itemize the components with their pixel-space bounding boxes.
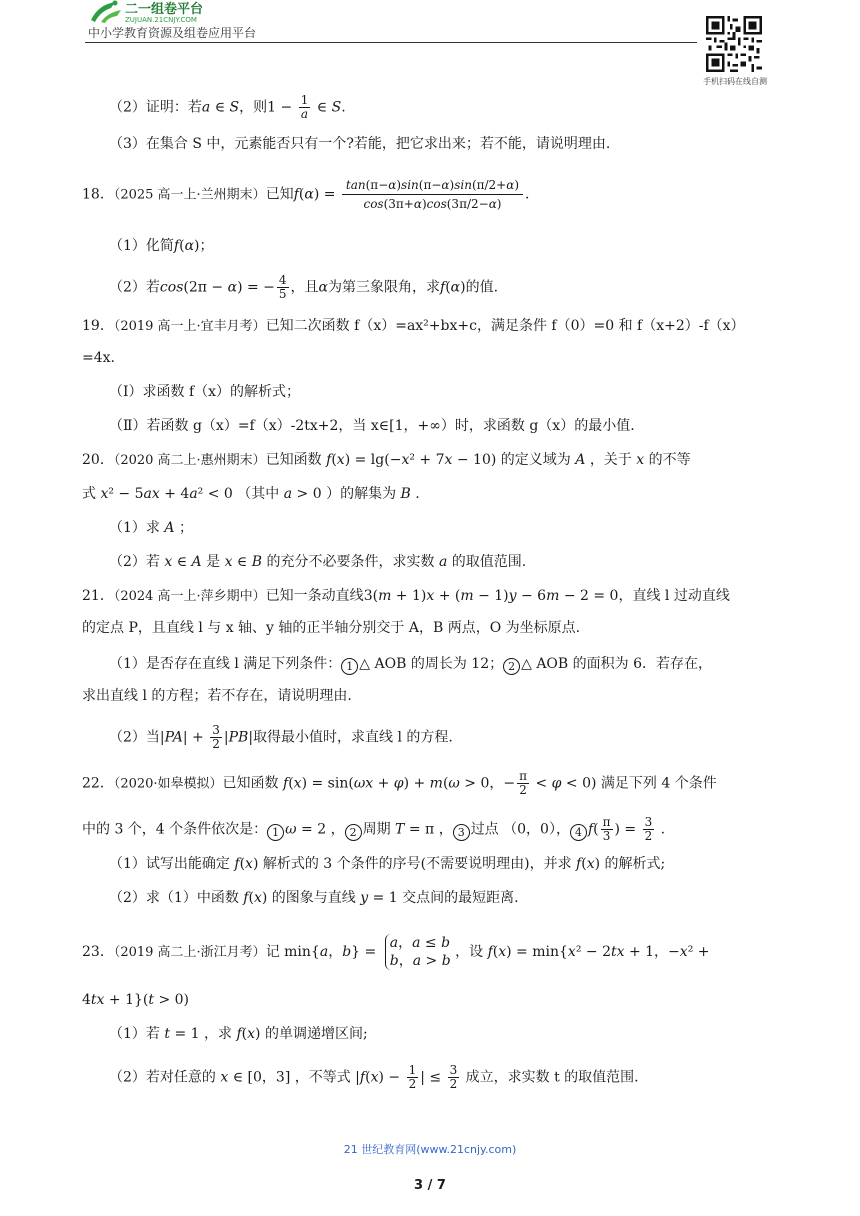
- header-divider: [85, 42, 697, 43]
- q23-part1: （1）若 t = 1 ，求 f(x) 的单调递增区间;: [109, 1026, 368, 1042]
- q22-stem-cont: 中的 3 个，4 个条件依次是： 1 ω = 2 ， 2 周期 T = π ， 3 过点 （0，0）， 4 f( $\frac{\pi}{3}$ ) = $\frac{3}{2}$ .: [82, 815, 666, 843]
- q22-stem: 22．（2020·如皋模拟）已知函数 f(x) = sin(ωx + φ) + m(ω > 0，− $\frac{\pi}{2}$ < φ < 0) 满足下列 4 个条件: [82, 769, 717, 797]
- q18-stem: 18．（2025 高一上·兰州期末）已知f(α) = $\frac{\tan(\pi-\alpha)\sin(\pi-\alpha)\sin(\pi/2+\alpha)}{\cos(3\pi+\alpha)\cos(3\pi/2-\alpha)}$ .: [82, 178, 530, 211]
- qr-caption: 手机扫码在线自测: [703, 77, 767, 86]
- page-number: 3 / 7: [414, 1178, 446, 1193]
- q22-part1: （1）试写出能确定 f(x) 解析式的 3 个条件的序号(不需要说明理由)，并求 f(x) 的解析式;: [109, 856, 666, 872]
- qr-code-icon[interactable]: [706, 16, 762, 72]
- q20-part1: （1）求 A ；: [109, 520, 193, 536]
- q19-stem-cont: =4x.: [82, 350, 115, 366]
- q20-part2: （2）若 x ∈ A 是 x ∈ B 的充分不必要条件，求实数 a 的取值范围.: [109, 554, 527, 570]
- logo-url: ZUJUAN.21CNJY.COM: [125, 16, 197, 24]
- q21-part1-cont: 求出直线 l 的方程；若不存在，请说明理由.: [82, 688, 352, 704]
- platform-logo: [85, 0, 275, 24]
- q23-stem: 23．（2019 高二上·浙江月考）记 min{a，b} = a，a ≤ b b，a > b ，设 f(x) = min{x² − 2tx + 1，−x² +: [82, 935, 710, 969]
- q19-part1: （Ⅰ）求函数 f（x）的解析式；: [109, 384, 301, 400]
- q21-stem: 21．（2024 高一上·萍乡期中）已知一条动直线3(m + 1)x + (m − 1)y − 6m − 2 = 0，直线 l 过动直线: [82, 588, 730, 604]
- q21-part2: （2）当|PA| + $\frac{3}{2}$ |PB|取得最小值时，求直线 l 的方程.: [109, 723, 453, 751]
- q19-part2: （Ⅱ）若函数 g（x）=f（x）-2tx+2，当 x∈[1，+∞）时，求函数 g（x）的最小值.: [109, 418, 635, 434]
- q20-stem-cont: 式 x² − 5ax + 4a² < 0 （其中 a > 0 ）的解集为 B .: [82, 486, 420, 502]
- q21-part1: （1）是否存在直线 l 满足下列条件： 1 △ AOB 的周长为 12； 2 △ AOB 的面积为 6．若存在，: [109, 656, 713, 673]
- header-subtitle: 中小学教育资源及组卷应用平台: [88, 26, 257, 40]
- q17-part3: （3）在集合 S 中，元素能否只有一个?若能，把它求出来；若不能，请说明理由.: [109, 136, 611, 152]
- q23-stem-cont: 4tx + 1}(t > 0): [82, 992, 190, 1008]
- q19-stem: 19．（2019 高一上·宜丰月考）已知二次函数 f（x）=ax²+bx+c，满足条件 f（0）=0 和 f（x+2）-f（x）: [82, 318, 745, 334]
- q18-part2: （2）若cos(2π − α) = − $\frac{4}{5}$ ，且α为第三象限角，求f(α)的值.: [109, 273, 499, 301]
- footer-site-link[interactable]: 21 世纪教育网(www.21cnjy.com): [343, 1143, 517, 1156]
- q20-stem: 20．（2020 高二上·惠州期末）已知函数 f(x) = lg(−x² + 7x − 10) 的定义域为 A ，关于 x 的不等: [82, 452, 691, 468]
- logo-text: 二一组卷平台: [125, 2, 204, 17]
- q21-stem-cont: 的定点 P，且直线 l 与 x 轴、y 轴的正半轴分别交于 A，B 两点，O 为坐标原点.: [82, 620, 581, 636]
- q17-part2: （2）证明：若a ∈ S，则1 − $\frac{1}{a}$ ∈ S.: [109, 93, 346, 121]
- q18-part1: （1）化简f(α)；: [109, 238, 214, 254]
- q23-part2: （2）若对任意的 x ∈ [0，3] ，不等式 |f(x) − $\frac{1}{2}$ | ≤ $\frac{3}{2}$ 成立，求实数 t 的取值范围.: [109, 1063, 639, 1091]
- q22-part2: （2）求（1）中函数 f(x) 的图象与直线 y = 1 交点间的最短距离.: [109, 890, 519, 906]
